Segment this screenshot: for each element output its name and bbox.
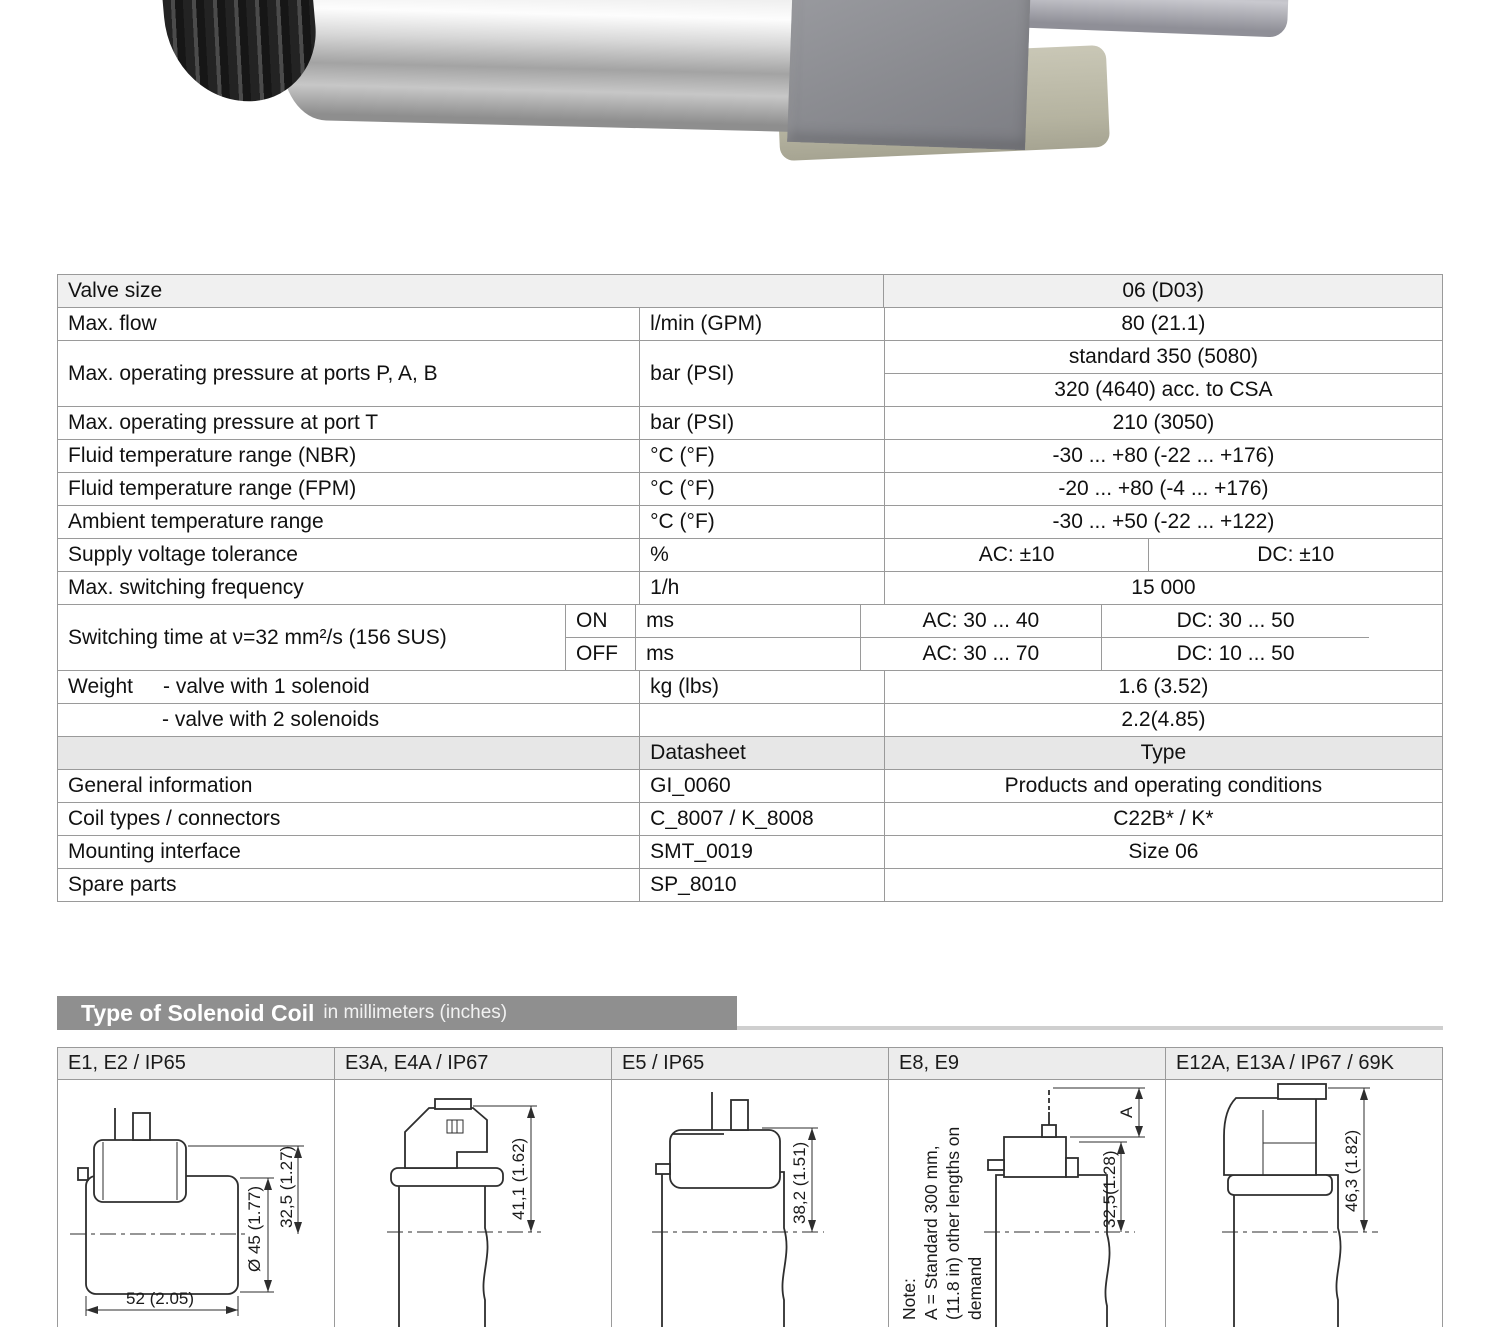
coil-panel-e1-e2	[58, 1048, 335, 1327]
weight-label: Weight	[68, 675, 133, 699]
table-row	[58, 539, 1442, 572]
valve-cast-body	[787, 0, 1031, 150]
row-value: 1.6 (3.52)	[1118, 675, 1209, 699]
row-value: -20 ... +80 (-4 ... +176)	[1058, 477, 1269, 501]
row-label: General information	[58, 770, 640, 802]
on-ac: AC: 30 ... 40	[861, 605, 1103, 637]
table-row	[58, 440, 1442, 473]
switching-subrows	[566, 605, 1369, 670]
off-label: OFF	[566, 638, 636, 670]
coil-panel-label: E5 / IP65	[612, 1048, 888, 1080]
section-title: Type of Solenoid Coil	[81, 999, 315, 1026]
coil-panel-e8-e9	[889, 1048, 1166, 1327]
row-type: C22B* / K*	[1113, 807, 1214, 831]
note-line-4: demand	[965, 1256, 985, 1320]
row-datasheet: SMT_0019	[640, 836, 885, 868]
coil-panel-label: E3A, E4A / IP67	[335, 1048, 611, 1080]
row-unit: kg (lbs)	[640, 671, 885, 703]
dim-height-label: 38,2 (1.51)	[790, 1141, 809, 1224]
row-unit: °C (°F)	[640, 506, 885, 538]
dim-width-label: 52 (2.05)	[126, 1289, 195, 1308]
row-value-dc: DC: ±10	[1257, 543, 1335, 567]
weight-sub-label: - valve with 1 solenoid	[163, 675, 370, 699]
row-unit	[640, 704, 885, 736]
on-label: ON	[566, 605, 636, 637]
row-label: - valve with 2 solenoids	[58, 704, 640, 736]
row-value: 80 (21.1)	[1121, 312, 1206, 336]
row-unit: l/min (GPM)	[640, 308, 885, 340]
row-label: Switching time at ν=32 mm²/s (156 SUS)	[58, 605, 566, 670]
row-value	[885, 341, 1442, 406]
spec-table	[57, 274, 1443, 902]
section-subtitle: in millimeters (inches)	[323, 1002, 508, 1023]
row-label: Coil types / connectors	[58, 803, 640, 835]
table-row	[58, 869, 1442, 902]
row-datasheet: C_8007 / K_8008	[640, 803, 885, 835]
row-label	[58, 671, 640, 703]
row-label: Fluid temperature range (FPM)	[58, 473, 640, 505]
table-row	[58, 704, 1442, 737]
table-row	[58, 308, 1442, 341]
header-blank	[58, 737, 640, 769]
row-label: Max. operating pressure at port T	[58, 407, 640, 439]
table-row	[58, 572, 1442, 605]
row-label: Supply voltage tolerance	[58, 539, 640, 571]
table-row	[58, 341, 1442, 407]
table-row	[58, 671, 1442, 704]
coil-diagram-e8-e9	[889, 1080, 1165, 1327]
row-unit: bar (PSI)	[640, 341, 885, 406]
row-type: Products and operating conditions	[1004, 774, 1323, 798]
dim-height-label: 32,5(1.28)	[1100, 1150, 1119, 1228]
off-ac: AC: 30 ... 70	[861, 638, 1103, 670]
off-unit: ms	[636, 638, 860, 670]
note-line-2: A = Standard 300 mm,	[921, 1145, 941, 1320]
row-label: Spare parts	[58, 869, 640, 901]
coil-panel-e5	[612, 1048, 889, 1327]
table-row	[58, 605, 1442, 671]
table-row	[58, 275, 1442, 308]
row-label: Max. switching frequency	[58, 572, 640, 604]
table-row	[58, 506, 1442, 539]
table-row	[58, 836, 1442, 869]
row-value: 15 000	[1131, 576, 1196, 600]
coil-diagram-e1-e2	[58, 1080, 334, 1327]
row-value: -30 ... +80 (-22 ... +176)	[1052, 444, 1275, 468]
switching-on-row	[566, 605, 1369, 638]
note-line-1: Note:	[899, 1278, 919, 1320]
coil-panel-label: E1, E2 / IP65	[58, 1048, 334, 1080]
off-dc: DC: 10 ... 50	[1176, 642, 1295, 666]
coil-diagram-e12a-e13a	[1166, 1080, 1442, 1327]
row-datasheet: GI_0060	[640, 770, 885, 802]
header-datasheet: Datasheet	[640, 737, 885, 769]
row-unit: %	[640, 539, 885, 571]
row-datasheet: SP_8010	[640, 869, 885, 901]
dim-height-label: 32,5 (1.27)	[277, 1145, 296, 1228]
row-value: 210 (3050)	[1112, 411, 1215, 435]
solenoid-tube	[280, 0, 824, 133]
coil-diagram-e3a-e4a	[335, 1080, 611, 1327]
coil-panel-label: E8, E9	[889, 1048, 1165, 1080]
coil-panel-e3a-e4a	[335, 1048, 612, 1327]
dim-diameter-label: Ø 45 (1.77)	[245, 1186, 264, 1272]
row-type: Size 06	[1128, 840, 1199, 864]
on-unit: ms	[636, 605, 860, 637]
coil-panel-label: E12A, E13A / IP67 / 69K	[1166, 1048, 1442, 1080]
table-row	[58, 473, 1442, 506]
row-label: Max. operating pressure at ports P, A, B	[58, 341, 640, 406]
dim-a-label: A	[1117, 1106, 1136, 1118]
section-bar-strip	[737, 1026, 1443, 1030]
table-row	[58, 407, 1442, 440]
row-value: 06 (D03)	[1122, 279, 1205, 303]
row-label: Max. flow	[58, 308, 640, 340]
table-row	[58, 803, 1442, 836]
product-photo	[170, 0, 1120, 165]
dim-height-label: 41,1 (1.62)	[509, 1137, 528, 1220]
row-unit: 1/h	[640, 572, 885, 604]
row-value-ac: AC: ±10	[885, 539, 1150, 571]
row-value: -30 ... +50 (-22 ... +122)	[1052, 510, 1275, 534]
table-header-row	[58, 737, 1442, 770]
coil-type-panels	[57, 1047, 1443, 1327]
table-row	[58, 770, 1442, 803]
row-value-line2: 320 (4640) acc. to CSA	[1054, 378, 1273, 402]
on-dc: DC: 30 ... 50	[1176, 609, 1295, 633]
row-unit: bar (PSI)	[640, 407, 885, 439]
section-title-bar	[57, 996, 737, 1030]
row-type	[885, 869, 1442, 901]
row-unit: °C (°F)	[640, 473, 885, 505]
row-unit: °C (°F)	[640, 440, 885, 472]
note-line-3: (11.8 in) other lengths on	[943, 1126, 963, 1320]
row-value: 2.2(4.85)	[1121, 708, 1206, 732]
row-value-line1: standard 350 (5080)	[885, 341, 1442, 374]
row-label: Valve size	[58, 275, 884, 307]
dim-height-label: 46,3 (1.82)	[1342, 1129, 1361, 1212]
solenoid-tube-right	[987, 0, 1289, 38]
header-type: Type	[1140, 741, 1187, 765]
row-label: Fluid temperature range (NBR)	[58, 440, 640, 472]
coil-diagram-e5	[612, 1080, 888, 1327]
row-label: Ambient temperature range	[58, 506, 640, 538]
row-label: Mounting interface	[58, 836, 640, 868]
coil-panel-e12a-e13a	[1166, 1048, 1442, 1327]
switching-off-row	[566, 638, 1369, 670]
